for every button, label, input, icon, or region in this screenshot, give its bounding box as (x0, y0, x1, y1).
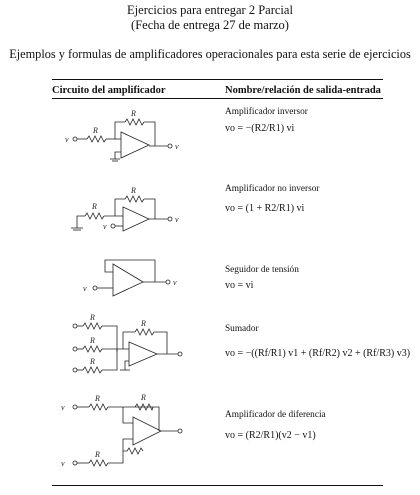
voltage-follower-diagram (55, 254, 195, 299)
header-line-2: (Fecha de entrega 27 de marzo) (131, 18, 289, 32)
row-formula-4: vo = −((Rf/R1) v1 + (Rf/R2) v2 + (Rf/R3) v3) (225, 348, 411, 359)
svg-text:R: R (95, 450, 100, 459)
row-name-2: Amplificador no inversor (225, 184, 320, 194)
row-formula-5: vo = (R2/R1)(v2 − v1) (225, 430, 316, 441)
row-name-3: Seguidor de tensión (225, 265, 299, 275)
svg-text:R: R (131, 109, 136, 118)
table-bottom-rule (52, 485, 383, 486)
inverting-amplifier-diagram (55, 103, 195, 163)
svg-text:R: R (131, 186, 136, 195)
table-header-rule (52, 98, 383, 99)
svg-text:R: R (141, 393, 146, 402)
row-formula-3: vo = vi (225, 280, 254, 291)
svg-text:R: R (95, 394, 100, 403)
svg-text:R: R (90, 313, 95, 322)
table-top-rule (52, 79, 383, 80)
row-name-1: Amplificador inversor (225, 107, 308, 117)
svg-text:R: R (92, 202, 97, 211)
row-name-4: Sumador (225, 324, 259, 334)
svg-text:R: R (141, 319, 146, 328)
row-formula-1: vo = −(R2/R1) vi (225, 123, 295, 134)
svg-text:v: v (103, 222, 107, 231)
svg-text:R: R (93, 126, 98, 135)
svg-text:v: v (83, 284, 87, 293)
column-header-circuit: Circuito del amplificador (52, 85, 166, 96)
svg-text:v: v (61, 459, 65, 468)
svg-text:R: R (90, 357, 95, 366)
svg-text:v: v (173, 278, 177, 287)
svg-text:v: v (61, 403, 65, 412)
svg-text:v: v (175, 215, 179, 224)
intro-text: Ejemplos y formulas de amplificadores operacionales para esta serie de ejercicios (9, 47, 411, 61)
non-inverting-amplifier-diagram (55, 183, 195, 238)
row-formula-2: vo = (1 + R2/R1) vi (225, 203, 305, 214)
svg-text:R: R (90, 336, 95, 345)
header-line-1: Ejercicios para entregar 2 Parcial (127, 3, 293, 17)
svg-text:v: v (65, 135, 69, 144)
svg-text:v: v (175, 142, 179, 151)
summing-amplifier-diagram (55, 312, 195, 377)
difference-amplifier-diagram (55, 391, 195, 469)
column-header-relation: Nombre/relación de salida-entrada (225, 85, 381, 96)
row-name-5: Amplificador de diferencia (225, 410, 326, 420)
